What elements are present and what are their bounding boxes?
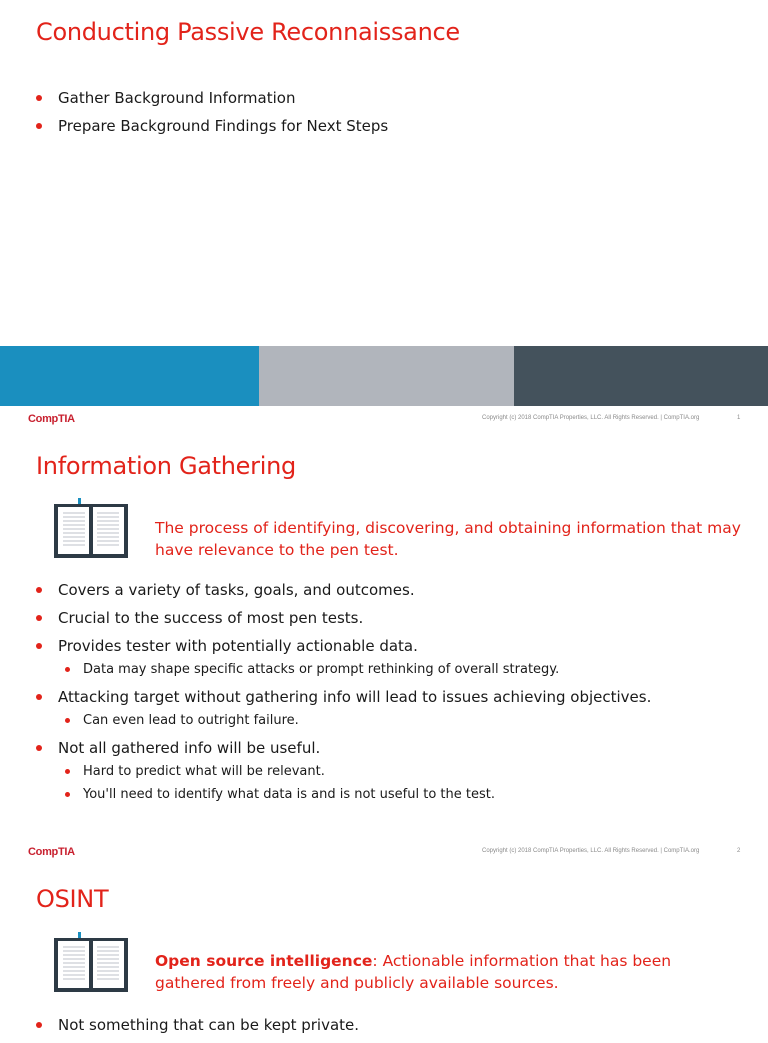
sub-bullet-item: Hard to predict what will be relevant. [36,763,748,781]
color-band [0,346,768,406]
band-dark [514,346,768,406]
page-number: 1 [737,415,741,421]
sub-bullet-item: Can even lead to outright failure. [36,712,748,730]
slide-1 [0,0,768,425]
open-book-icon [52,932,130,992]
definition-body: : Actionable information that has been gathered from freely and publicly available sources. [155,952,672,992]
copyright-text: Copyright (c) 2018 CompTIA Properties, LLC. All Rights Reserved. | CompTIA.org [482,415,700,421]
bullet-item: Gather Background Information [36,88,748,108]
bullet-item: Crucial to the success of most pen tests. [36,608,748,628]
slide-title: Conducting Passive Reconnaissance [36,18,460,46]
bullet-item: Not all gathered info will be useful. [36,738,748,758]
sub-bullet-item: You'll need to identify what data is and is not useful to the test. [36,786,748,804]
slide-3 [0,856,768,1034]
bullet-item: Covers a variety of tasks, goals, and outcomes. [36,580,748,600]
bullet-item: Not something that can be kept private. [36,1015,748,1035]
bullet-item: Prepare Background Findings for Next Steps [36,116,748,136]
slide-title: Information Gathering [36,452,296,480]
sub-bullet-item: Data may shape specific attacks or prompt rethinking of overall strategy. [36,661,748,679]
definition-text [155,950,745,994]
definition-term: Open source intelligence [155,952,373,970]
slide-2 [0,420,768,856]
bullet-list [36,88,748,144]
comptia-logo: CompTIA [28,413,75,425]
open-book-icon [52,498,130,558]
band-gray [259,346,514,406]
page-number: 2 [737,848,741,854]
slide-title: OSINT [36,885,109,913]
bullet-item: Provides tester with potentially actionable data. [36,636,748,656]
bullet-list [36,1015,748,1043]
copyright-text: Copyright (c) 2018 CompTIA Properties, LLC. All Rights Reserved. | CompTIA.org [482,848,700,854]
comptia-logo: CompTIA [28,846,75,858]
bullet-item: Attacking target without gathering info will lead to issues achieving objectives. [36,687,748,707]
bullet-list [36,580,748,812]
definition-text: The process of identifying, discovering, and obtaining information that may have relevance to the pen test. [155,519,741,559]
band-blue [0,346,259,406]
